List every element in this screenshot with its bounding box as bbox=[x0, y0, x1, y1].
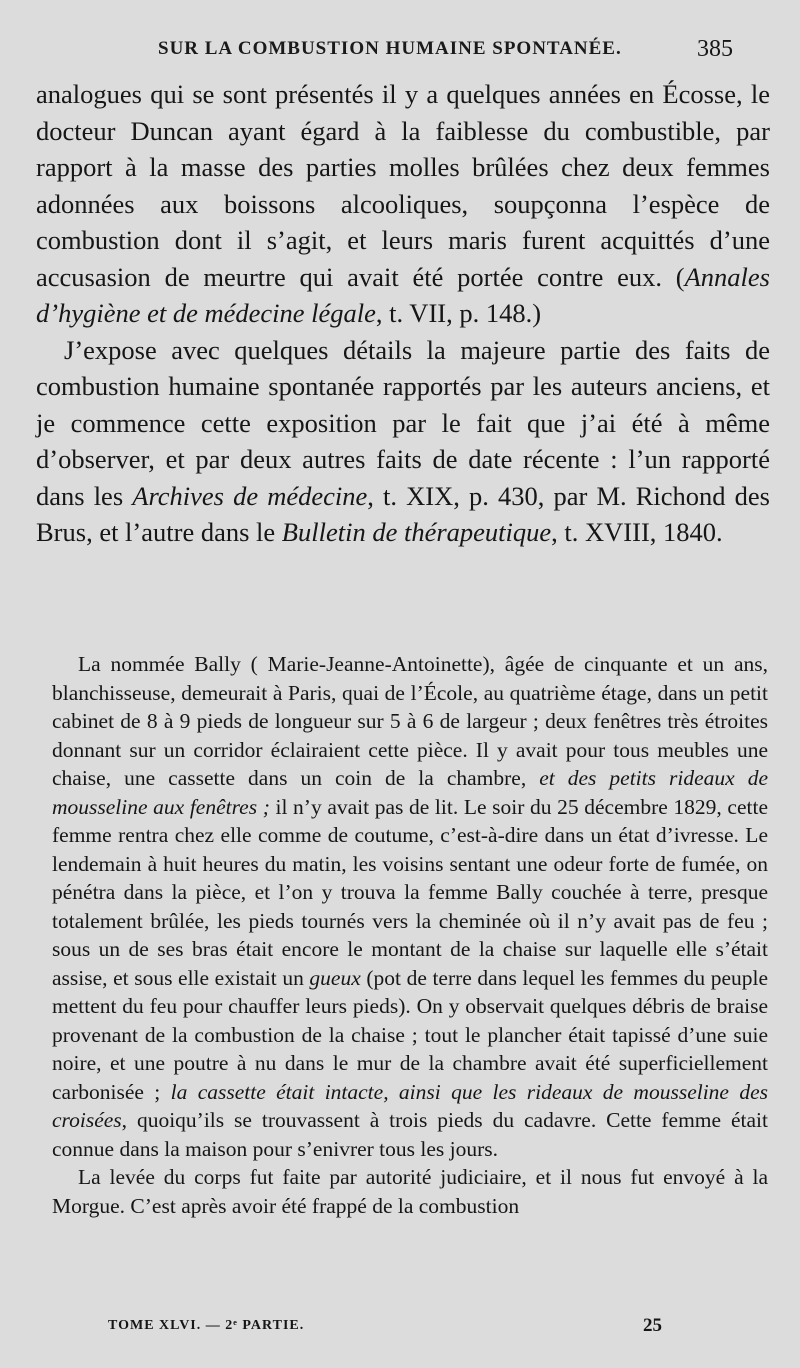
citation-italic: Annales d’hygiène et de médecine légale bbox=[36, 261, 770, 328]
volume-label: TOME XLVI. — 2ᵉ PARTIE. bbox=[108, 1318, 305, 1333]
text-run: il n’y avait pas de lit. Le soir du 25 décembre 1829, cette femme rentra chez elle comme de coutume, c’est-à-dire dans un état d’ivresse. Le lendemain à huit heures du matin, les voisins sentant une odeur forte de fumée, on pénétra dans la pièce, et l’on y trouva la femme Bally couchée à terre, presque totalement brûlée, les pieds tournés vers la cheminée où il n’y avait pas de feu ; sous un de ses bras était encore le montant de la chaise sur laquelle elle s’était assise, et sous elle existait un bbox=[52, 794, 768, 990]
page-header bbox=[0, 38, 800, 74]
page-number: 385 bbox=[697, 36, 733, 62]
text-run: J’expose avec quelques détails la majeure partie des faits de combustion humaine spontanée rapportés par les auteurs anciens, et je commence cette exposition par le fait que j’ai été à même d’observer, et par deux autres faits de date récente : l’un rapporté dans les bbox=[36, 334, 770, 511]
paragraph-1 bbox=[36, 76, 770, 332]
text-run: , t. VII, p. 148.) bbox=[375, 298, 542, 328]
text-run: , t. XIX, p. 430, par M. Richond des Brus, et l’autre dans le bbox=[36, 480, 770, 547]
running-title: SUR LA COMBUSTION HUMAINE SPONTANÉE. bbox=[158, 38, 622, 59]
text-run: La nommée Bally ( Marie-Jeanne-Antoinette), âgée de cinquante et un ans, blanchisseuse, demeurait à Paris, quai de l’École, au quatrième étage, dans un petit cabinet de 8 à 9 pieds de longueur sur 5 à 6 de largeur ; deux fenêtres très étroites donnant sur un corridor éclairaient cette pièce. Il y avait pour tous meubles une chaise, une cassette dans un coin de la chambre, bbox=[52, 652, 768, 790]
case-paragraph-1 bbox=[52, 650, 768, 1163]
text-run: , t. XVIII, 1840. bbox=[551, 517, 723, 547]
case-text-small bbox=[52, 650, 768, 1220]
emphasis-italic: la cassette était intacte, ainsi que les rideaux de mousseline des croisées bbox=[52, 1079, 768, 1132]
text-run: (pot de terre dans lequel les femmes du peuple mettent du feu pour chauffer leurs pieds). On y observait quelques débris de braise provenant de la combustion de la chaise ; tout le plancher était tapissé d’une suie noire, et une poutre à nu dans le mur de la chambre avait été superficiellement carbonisée ; bbox=[52, 965, 769, 1104]
page-footer bbox=[0, 1315, 800, 1348]
emphasis-italic: gueux bbox=[309, 965, 361, 990]
citation-italic: Bulletin de thérapeutique bbox=[281, 517, 552, 547]
text-run: analogues qui se sont présentés il y a quelques années en Écosse, le docteur Duncan ayant égard à la faiblesse du combustible, par rapport à la masse des parties molles brûlées chez deux femmes adonnées aux boissons alcooliques, soupçonna l’espèce de combustion dont il s’agit, et leurs maris furent acquittés d’une accusasion de meurtre qui avait été portée contre eux. ( bbox=[36, 79, 770, 292]
paragraph-2 bbox=[36, 332, 770, 551]
main-text-large bbox=[36, 76, 770, 551]
text-run: , quoiqu’ils se trouvassent à trois pieds du cadavre. Cette femme était connue dans la maison pour s’enivrer tous les jours. bbox=[52, 1108, 768, 1161]
citation-italic: Archives de médecine bbox=[132, 480, 368, 511]
emphasis-italic: et des petits rideaux de mousseline aux fenêtres ; bbox=[52, 766, 768, 819]
case-paragraph-2: La levée du corps fut faite par autorité judiciaire, et il nous fut envoyé à la Morgue. C’est après avoir été frappé de la combustion bbox=[52, 1165, 768, 1218]
signature-mark: 25 bbox=[643, 1315, 662, 1336]
